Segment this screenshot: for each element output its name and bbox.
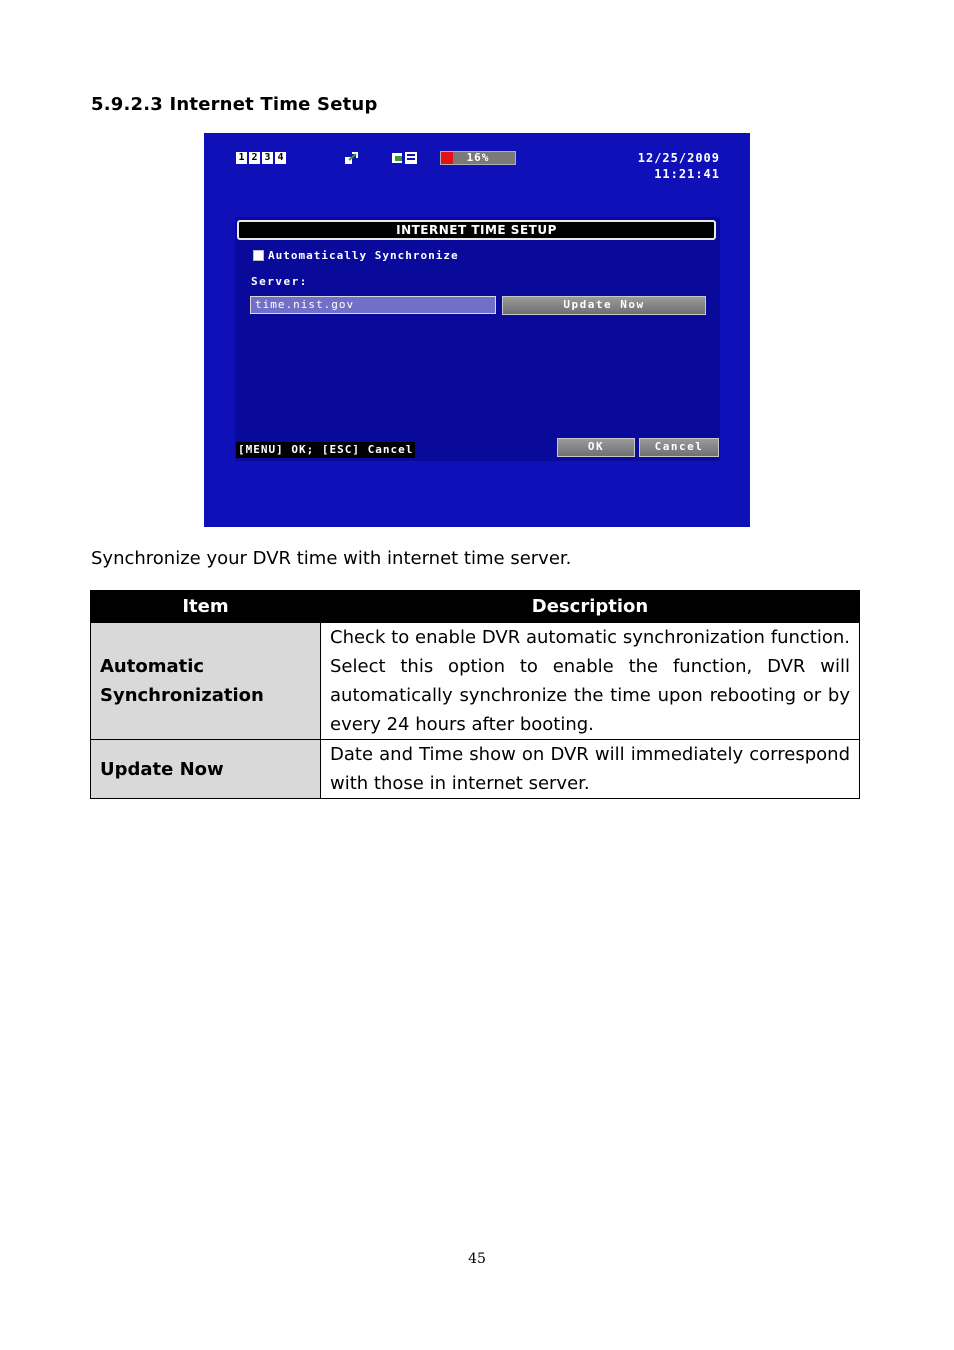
server-input[interactable]: time.nist.gov <box>250 296 496 314</box>
hdd-usage-text: 16% <box>466 151 490 164</box>
description-table <box>90 590 860 799</box>
table-header-row <box>91 591 860 623</box>
section-title: 5.9.2.3 Internet Time Setup <box>91 94 378 115</box>
cancel-button[interactable]: Cancel <box>639 438 719 457</box>
row-description: Check to enable DVR automatic synchronization function. Select this option to enable the function, DVR will automatically synchronize the time upon rebooting or by every 24 hours after booting. <box>321 623 860 740</box>
dvr-screenshot <box>204 133 750 527</box>
time-text: 11:21:41 <box>654 167 720 181</box>
record-icon <box>392 151 418 165</box>
page-number: 45 <box>468 1251 486 1267</box>
ok-button[interactable]: OK <box>557 438 635 457</box>
auto-sync-checkbox[interactable] <box>253 250 264 261</box>
row-item: Automatic Synchronization <box>91 623 321 740</box>
panel-title: INTERNET TIME SETUP <box>237 220 716 240</box>
channel-2: 2 <box>249 152 260 164</box>
auto-sync-label: Automatically Synchronize <box>268 249 459 262</box>
auto-sync-row[interactable] <box>253 249 459 262</box>
key-hint: [MENU] OK; [ESC] Cancel <box>238 443 414 456</box>
update-now-button[interactable]: Update Now <box>502 296 706 315</box>
table-row <box>91 740 860 799</box>
row-item: Update Now <box>91 740 321 799</box>
channel-4: 4 <box>275 152 286 164</box>
channel-1: 1 <box>236 152 247 164</box>
description-column-header: Description <box>321 591 860 623</box>
row-description: Date and Time show on DVR will immediately correspond with those in internet server. <box>321 740 860 799</box>
date-time <box>638 150 720 182</box>
channel-3: 3 <box>262 152 273 164</box>
internet-time-setup-panel <box>235 217 720 461</box>
item-column-header: Item <box>91 591 321 623</box>
channel-indicators <box>236 152 286 164</box>
server-label: Server: <box>251 275 308 288</box>
network-icon <box>344 151 358 165</box>
caption: Synchronize your DVR time with internet time server. <box>91 548 572 569</box>
date-text: 12/25/2009 <box>637 151 720 165</box>
hdd-usage-bar <box>440 151 516 165</box>
dvr-status-bar <box>204 133 750 183</box>
table-row <box>91 623 860 740</box>
